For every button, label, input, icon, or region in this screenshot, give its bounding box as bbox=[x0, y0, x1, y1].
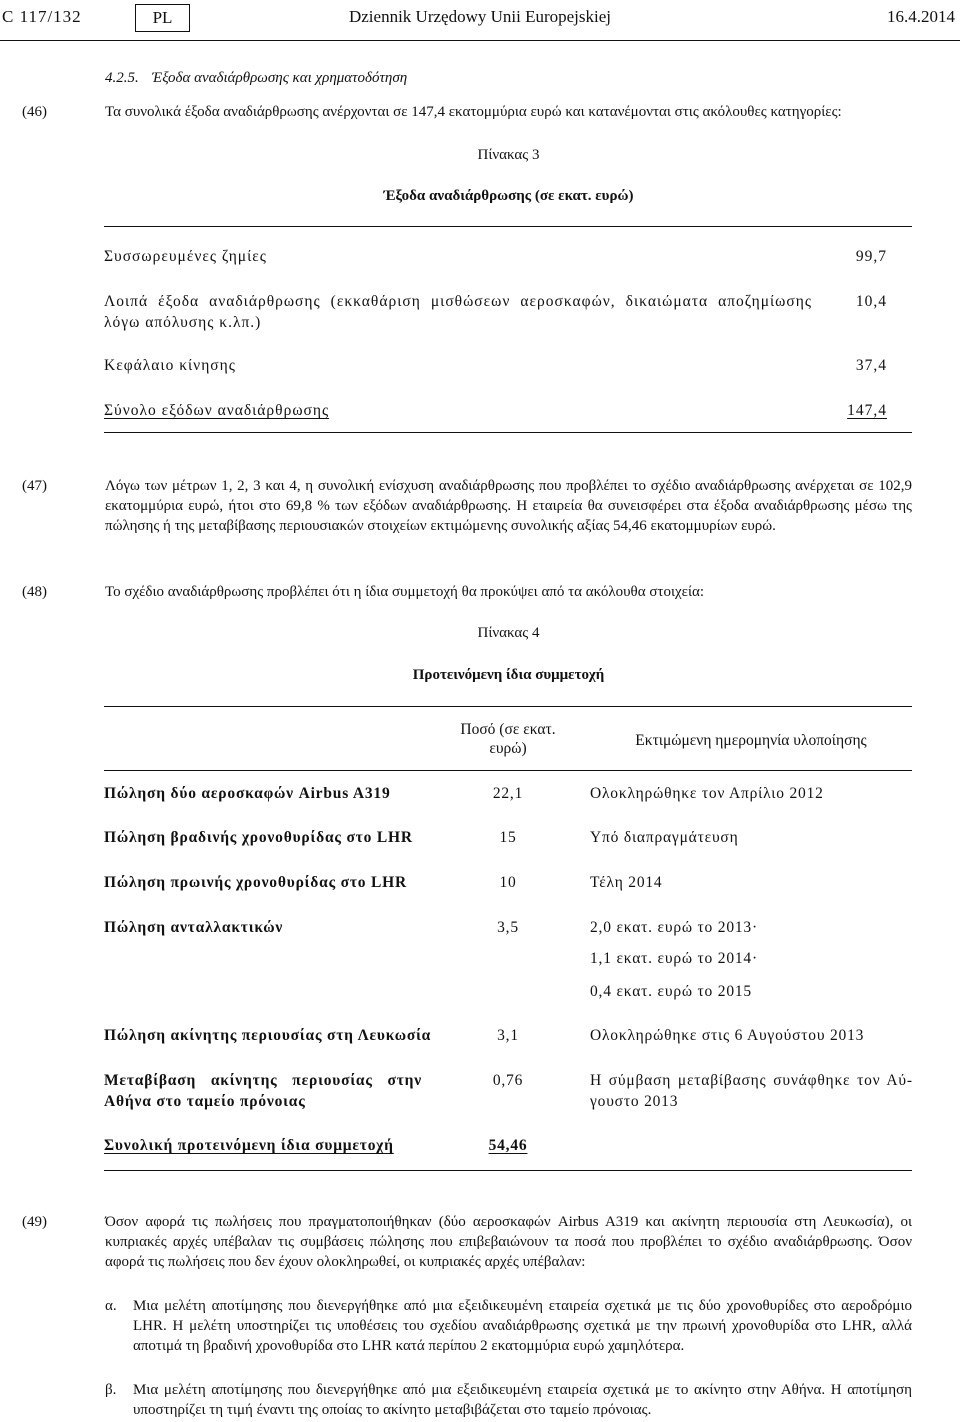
row-amount: 15 bbox=[499, 829, 517, 846]
table-caption: Πίνακας 4 bbox=[477, 625, 540, 641]
list-item: Μια μελέτη αποτίμησης που διενεργήθηκε από μια εξειδικευμένη εταιρεία σχετικά με τις δύο χρονοθυρίδες στο αεροδρόμιο LHR. Η μελέτη υποστηρίζει τις υποθέσεις του σχεδίου αναδιάρθρωσης σχετικά με την πρωινή χρονοθυρίδα στο LHR, αλλά αποτιμά τη βραδινή χρονοθυρίδα στο LHR κατά περίπου 2 εκατομμύρια ευρώ χαμηλότερα. bbox=[133, 1298, 912, 1354]
paragraph-number: (46) bbox=[22, 104, 47, 120]
list-marker: α. bbox=[105, 1298, 117, 1314]
row-amount: 22,1 bbox=[492, 785, 524, 802]
table-row bbox=[0, 827, 960, 848]
row-timing-line: 1,1 εκατ. ευρώ το 2014· bbox=[590, 950, 758, 967]
paragraph-text: Όσον αφορά τις πωλήσεις που πραγματοποιήθηκαν (δύο αεροσκαφών Airbus A319 και ακίνητη περιουσία στη Λευκωσία), οι κυπριακές αρχές υπέβαλαν τις συμβάσεις πώλησης που επιβεβαιώνουν τα ποσά που προβλέπει το σχέδιο αναδιάρθρωσης. Όσον αφορά τις πωλήσεις που δεν έχουν ολοκληρωθεί, οι κυπριακές αρχές υπέβαλαν: bbox=[105, 1214, 912, 1270]
row-amount: 10 bbox=[499, 874, 517, 891]
row-amount: 0,76 bbox=[492, 1072, 524, 1089]
paragraph-number: (48) bbox=[22, 584, 47, 600]
row-item: Πώληση πρωινής χρονοθυρίδας στο LHR bbox=[104, 874, 407, 891]
paragraph-text: Το σχέδιο αναδιάρθρωσης προβλέπει ότι η ίδια συμμετοχή θα προκύψει από τα ακόλουθα στοιχεία: bbox=[105, 584, 705, 600]
language-badge: PL bbox=[135, 4, 190, 32]
table-header-rule bbox=[104, 770, 912, 771]
row-label: Λοιπά έξοδα αναδιάρθρωσης (εκκαθάριση μισθώσεων αεροσκαφών, δικαιώματα αποζημίωσης λόγω απόλυσης κ.λπ.) bbox=[104, 293, 812, 331]
table-row bbox=[0, 1025, 960, 1046]
list-marker: β. bbox=[105, 1382, 117, 1398]
row-timing: Ολοκληρώθηκε στις 6 Αυγούστου 2013 bbox=[590, 1027, 865, 1044]
table-row bbox=[0, 1070, 960, 1112]
table-row bbox=[0, 872, 960, 893]
total-value: 147,4 bbox=[847, 402, 887, 419]
row-value: 37,4 bbox=[855, 357, 887, 374]
row-value: 10,4 bbox=[855, 293, 887, 310]
column-header-amount: Ποσό (σε εκατ. ευρώ) bbox=[460, 721, 556, 757]
row-timing-line: 2,0 εκατ. ευρώ το 2013· bbox=[590, 919, 758, 936]
section-number: 4.2.5. bbox=[105, 70, 139, 86]
row-timing-line: 0,4 εκατ. ευρώ το 2015 bbox=[590, 983, 752, 1000]
column-header-timing: Εκτιμώμενη ημερομηνία υλοποίησης bbox=[635, 732, 867, 749]
table-title: Προτεινόμενη ίδια συμμετοχή bbox=[412, 667, 605, 683]
total-label: Σύνολο εξόδων αναδιάρθρωσης bbox=[104, 402, 330, 419]
row-label: Κεφάλαιο κίνησης bbox=[104, 357, 236, 374]
row-amount: 3,1 bbox=[497, 1027, 519, 1044]
table-top-rule bbox=[104, 706, 912, 707]
row-label: Συσσωρευμένες ζημίες bbox=[104, 248, 267, 265]
total-amount: 54,46 bbox=[488, 1137, 528, 1154]
table-bottom-rule bbox=[104, 1170, 912, 1171]
table-row bbox=[0, 917, 960, 1002]
table-caption: Πίνακας 3 bbox=[477, 147, 540, 163]
publication-date: 16.4.2014 bbox=[887, 7, 955, 26]
row-item: Μεταβίβαση ακίνητης περιουσίας στην Αθήνα στο ταμείο πρόνοιας bbox=[104, 1072, 422, 1110]
section-title: Έξοδα αναδιάρθρωσης και χρηματοδότηση bbox=[152, 70, 408, 86]
paragraph-number: (49) bbox=[22, 1214, 47, 1230]
row-timing: Ολοκληρώθηκε τον Απρίλιο 2012 bbox=[590, 785, 824, 802]
row-item: Πώληση ακίνητης περιουσίας στη Λευκωσία bbox=[104, 1027, 432, 1044]
journal-title: Dziennik Urzędowy Unii Europejskiej bbox=[348, 7, 611, 26]
row-item: Πώληση δύο αεροσκαφών Airbus A319 bbox=[104, 785, 391, 802]
total-label: Συνολική προτεινόμενη ίδια συμμετοχή bbox=[104, 1137, 394, 1154]
row-item: Πώληση ανταλλακτικών bbox=[104, 919, 284, 936]
paragraph-text: Τα συνολικά έξοδα αναδιάρθρωσης ανέρχονται σε 147,4 εκατομμύρια ευρώ και κατανέμονται στις ακόλουθες κατηγορίες: bbox=[105, 104, 842, 120]
list-item: Μια μελέτη αποτίμησης που διενεργήθηκε από μια εξειδικευμένη εταιρεία σχετικά με το ακίνητο στην Αθήνα. Η αποτίμηση υποστηρίζει τη τιμή έναντι της οποίας το ακίνητο μεταβιβάζεται στο ταμείο πρόνοιας. bbox=[133, 1382, 912, 1418]
row-amount: 3,5 bbox=[497, 919, 519, 936]
row-item: Πώληση βραδινής χρονοθυρίδας στο LHR bbox=[104, 829, 413, 846]
table-total-row bbox=[0, 1135, 960, 1156]
paragraph-text: Λόγω των μέτρων 1, 2, 3 και 4, η συνολική ενίσχυση αναδιάρθρωσης που προβλέπει το σχέδιο αναδιάρθρωσης ανέρχεται σε 102,9 εκατομμύρια ευρώ, ήτοι στο 69,8 % των εξόδων αναδιάρθρωσης. Η εταιρεία θα συνεισφέρει στα έξοδα αναδιάρθρωσης μέσω της πώλησης ή της μεταβίβασης περιουσιακών στοιχείων εκτιμώμενης συνολικής αξίας 54,46 εκατομμυρίων ευρώ. bbox=[105, 478, 912, 534]
paragraph-number: (47) bbox=[22, 478, 47, 494]
table-row bbox=[0, 783, 960, 804]
row-timing: Η σύμβαση μεταβίβασης συνάφθηκε τον Αύγουστο 2013 bbox=[590, 1072, 912, 1110]
row-timing: Υπό διαπραγμάτευση bbox=[590, 829, 739, 846]
row-value: 99,7 bbox=[855, 248, 887, 265]
issue-number: C 117/132 bbox=[2, 7, 82, 26]
row-timing: Τέλη 2014 bbox=[590, 874, 663, 891]
table-title: Έξοδα αναδιάρθρωσης (σε εκατ. ευρώ) bbox=[383, 188, 634, 204]
